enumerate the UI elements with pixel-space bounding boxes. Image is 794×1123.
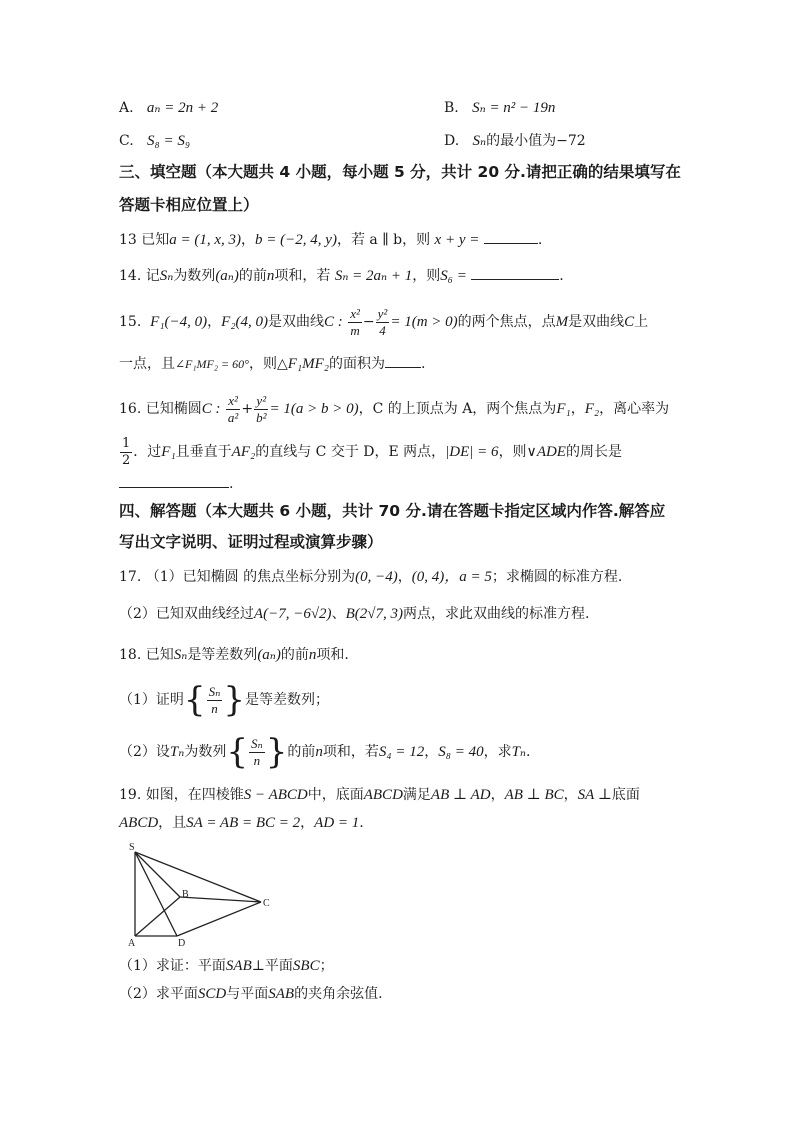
q17-point-b: B(2√7, 3) <box>345 606 403 622</box>
q15-C2: C <box>624 314 635 330</box>
section3-heading-line1: 三、填空题（本大题共 4 小题，每小题 5 分，共计 20 分.请把正确的结果填写在 <box>119 163 681 181</box>
q17-p1: 17. （1）已知椭圆 的焦点坐标分别为 <box>119 569 356 585</box>
q16-frac-y <box>254 393 268 426</box>
option-a-label: A. <box>119 100 134 116</box>
q18-sn: Sₙ <box>173 647 188 663</box>
q15-frac-y <box>376 306 390 339</box>
q16-frac-x <box>226 393 240 426</box>
q18-end: 项和. <box>316 647 349 663</box>
label-s: S <box>129 842 135 853</box>
q19-scd: SCD <box>197 986 227 1002</box>
q18-frac-1 <box>207 684 223 717</box>
q16-rest2: ，离心率为 <box>599 401 670 417</box>
q15-line2c: 的面积为 <box>328 356 385 372</box>
q19-cond2: AB ⊥ BC <box>504 787 564 803</box>
q18-n: n <box>308 647 317 663</box>
q16-f1: F₁ <box>556 401 571 417</box>
edge-sb <box>135 852 180 897</box>
q17-point-a: A(−7, −6√2) <box>253 606 332 622</box>
q18-p1end: 是等差数列； <box>244 692 329 708</box>
option-b-label: B. <box>444 100 459 116</box>
edge-sc <box>135 852 261 902</box>
q15-four: 4 <box>379 322 386 338</box>
right-brace-icon: } <box>265 732 288 772</box>
q16-c: C : <box>201 401 221 417</box>
q18-s8: S₈ = 40 <box>438 744 484 760</box>
left-brace-icon: { <box>183 680 206 720</box>
question-19-part2 <box>119 984 383 1004</box>
q16-F1: F₁ <box>161 444 176 460</box>
q16-x2: x² <box>226 393 240 410</box>
q15-angle: ∠F₁MF₂ = 60° <box>175 357 249 371</box>
q15-rest2: 是双曲线 <box>568 314 625 330</box>
question-18-part1 <box>119 680 329 720</box>
q14-mid3: 项和，若 <box>274 268 331 284</box>
q14-n: n <box>266 268 275 284</box>
label-c: C <box>263 898 270 909</box>
q16-line2b: 且垂直于 <box>175 444 232 460</box>
q18-p2: （2）设 <box>119 744 170 760</box>
q18-frac2-den: n <box>253 752 261 768</box>
question-15-line1: 15. F₁(−4, 0)，F₂(4, 0)是双曲线C : $\frac{\text{x²}}{m}$ − $\frac{\text{y²}}{4}$ = 1(m > 0)的两个焦点，点M是双曲线C上 <box>119 305 649 338</box>
pyramid-figure <box>125 840 275 950</box>
q19-line1: 19. 如图，在四棱锥 <box>119 787 244 803</box>
q14-mid: 为数列 <box>173 268 216 284</box>
q19-line1b: 中，底面 <box>307 787 364 803</box>
section4-heading-line2: 写出文字说明、证明过程或演算步骤） <box>119 533 383 551</box>
section4-heading-line1: 四、解答题（本大题共 6 小题，共计 70 分.请在答题卡指定区域内作答.解答应 <box>119 502 666 520</box>
edge-dc <box>177 902 261 936</box>
q13-answer-blank[interactable] <box>484 229 538 244</box>
q14-mid2: 的前 <box>238 268 267 284</box>
question-16-line3 <box>119 473 233 494</box>
question-16-line2 <box>119 435 622 469</box>
q17-sep: ， <box>397 569 412 585</box>
q19-cond3: SA ⊥ <box>577 787 612 803</box>
q17-a: ，a = 5 <box>444 569 492 585</box>
q17-p2: （2）已知双曲线经过 <box>119 606 254 622</box>
q15-rest3: 上 <box>634 314 649 330</box>
q18-line: 18. 已知 <box>119 647 174 663</box>
q15-M: M <box>555 314 569 330</box>
option-d-sym: Sₙ <box>472 133 487 149</box>
q16-de: |DE| = 6 <box>445 444 499 460</box>
q19-cond1: AB ⊥ AD <box>430 787 491 803</box>
q19-perp: ⊥ <box>251 958 265 974</box>
q16-end: . <box>229 476 234 492</box>
q16-y2: y² <box>254 393 268 410</box>
q19-p1end: ； <box>319 958 334 974</box>
q16-half <box>120 436 132 469</box>
q16-af2: AF₂ <box>231 444 256 460</box>
edge-ab <box>135 897 180 936</box>
q13-vector-b: b = (−2, 4, y) <box>255 232 337 248</box>
q19-p1: （1）求证：平面 <box>119 958 226 974</box>
q13-prefix: 13 已知 <box>119 232 170 248</box>
question-18 <box>119 645 349 665</box>
question-15-line2 <box>119 353 425 374</box>
q16-line2d: ，则∨ <box>498 444 537 460</box>
q18-p2mid: 为数列 <box>184 744 227 760</box>
q15-line2b: ，则△ <box>248 356 288 372</box>
option-b-text: Sₙ = n² − 19n <box>472 100 556 116</box>
question-19-line1: 19. 如图，在四棱锥S − ABCD中，底面ABCD满足AB ⊥ AD，AB ⊥ BC，SA ⊥底面 <box>119 787 640 803</box>
option-d <box>444 131 586 151</box>
q15-c: C : <box>324 314 343 330</box>
q19-line2a: ABCD <box>119 815 159 831</box>
q15-triangle: F₁MF₂ <box>287 356 329 372</box>
q13-condition: ，若 a ∥ b，则 <box>336 232 431 248</box>
q18-frac2-num: Sₙ <box>250 735 263 751</box>
q18-seq: (aₙ) <box>257 647 281 663</box>
question-17-part2 <box>119 604 589 624</box>
q15-rest: 的两个焦点，点 <box>457 314 556 330</box>
q16-line2c: 的直线与 C 交于 D，E 两点， <box>255 444 446 460</box>
left-brace-icon: { <box>226 732 248 772</box>
q16-a2: a² <box>227 409 239 425</box>
q13-expr: x + y = <box>434 232 480 248</box>
q15-prefix: 15. <box>119 314 142 330</box>
question-14 <box>119 265 564 286</box>
q15-answer-blank[interactable] <box>385 353 421 368</box>
q19-line2b: ，且 <box>158 815 187 831</box>
q16-comma: ， <box>570 401 585 417</box>
q18-p2end: . <box>526 744 531 760</box>
q14-sn: Sₙ <box>159 268 174 284</box>
option-c-label: C. <box>119 133 134 149</box>
q15-y2: y² <box>377 305 388 321</box>
option-d-text: 的最小值为−72 <box>486 133 586 149</box>
q15-x2: x² <box>350 305 360 321</box>
q15-m: m <box>350 322 360 338</box>
q14-seq: (aₙ) <box>215 268 239 284</box>
q16-answer-blank[interactable] <box>119 473 229 488</box>
q16-half-num: 1 <box>122 435 131 451</box>
q13-vector-a: a = (1, x, 3) <box>169 232 242 248</box>
q18-tn2: Tₙ <box>511 744 527 760</box>
q17-p1end: ；求椭圆的标准方程. <box>491 569 623 585</box>
q18-p2mid4: ，求 <box>483 744 512 760</box>
option-d-label: D. <box>444 133 460 149</box>
edge-sd <box>135 852 177 936</box>
q18-frac-num: Sₙ <box>208 683 221 699</box>
q14-equation: Sₙ = 2aₙ + 1 <box>334 268 413 284</box>
q19-sbc: SBC <box>292 958 320 974</box>
q18-frac-2 <box>249 736 265 769</box>
q19-line1c: 满足 <box>402 787 431 803</box>
q18-p1: （1）证明 <box>119 692 184 708</box>
section3-heading-line2: 答题卡相应位置上） <box>119 196 259 214</box>
q17-pt1: (0, −4) <box>355 569 398 585</box>
option-c-text: S₈ = S₉ <box>147 133 191 149</box>
q14-end: . <box>559 268 564 284</box>
q14-prefix: 14. 记 <box>119 268 160 284</box>
q16-b2: b² <box>256 409 267 425</box>
q19-eq2: AD = 1 <box>314 815 360 831</box>
q16-line2e: 的周长是 <box>565 444 622 460</box>
q14-s6: S₆ = <box>440 268 467 284</box>
q19-sab: SAB <box>225 958 252 974</box>
question-18-part2 <box>119 732 530 772</box>
q17-p2end: 两点，求此双曲线的标准方程. <box>402 606 590 622</box>
label-a: A <box>128 938 136 949</box>
q14-answer-blank[interactable] <box>471 265 559 280</box>
option-c <box>119 131 190 151</box>
q16-eqrest: = 1(a > b > 0) <box>269 401 359 417</box>
q19-pyramid: S − ABCD <box>243 787 308 803</box>
q13-end: . <box>537 232 543 248</box>
q19-base: ABCD <box>363 787 403 803</box>
q19-p2: （2）求平面 <box>119 986 198 1002</box>
q15-mid: 是双曲线 <box>268 314 325 330</box>
q15-end: . <box>420 356 426 372</box>
q19-p2b: 与平面 <box>226 986 269 1002</box>
q17-sep2: 、 <box>331 606 346 622</box>
q19-eq1: SA = AB = BC = 2 <box>186 815 301 831</box>
q18-p2n: n <box>315 744 323 760</box>
option-a <box>119 98 218 118</box>
right-brace-icon: } <box>223 680 245 720</box>
q16-half-den: 2 <box>122 452 131 468</box>
q15-frac-x <box>348 306 362 339</box>
q18-s4: S₄ = 12 <box>378 744 425 760</box>
q18-mid: 是等差数列 <box>187 647 258 663</box>
q16-prefix: 16. 已知椭圆 <box>119 401 202 417</box>
q17-pt2: (0, 4) <box>411 569 445 585</box>
label-d: D <box>178 938 186 949</box>
question-13: 13 已知a = (1, x, 3)，b = (−2, 4, y)，若 a ∥ b，则 x + y = . <box>119 229 542 250</box>
question-19-line2: ABCD，且SA = AB = BC = 2，AD = 1. <box>119 815 364 831</box>
q15-f1: F₁(−4, 0) <box>150 314 208 330</box>
q18-p2mid3: 项和，若 <box>322 744 379 760</box>
q19-p1b: 平面 <box>264 958 293 974</box>
q19-sab2: SAB <box>268 986 295 1002</box>
q19-end: . <box>359 815 364 831</box>
q14-mid4: ，则 <box>412 268 441 284</box>
q19-p2end: 的夹角余弦值. <box>294 986 383 1002</box>
q16-ade: ADE <box>536 444 566 460</box>
q16-f2: F₂ <box>584 401 600 417</box>
label-b: B <box>182 889 189 900</box>
q15-eqrest: = 1(m > 0) <box>390 314 458 330</box>
question-16-line1: 16. 已知椭圆C : $\frac{\text{x²}}{\text{a²}}$ + $\frac{\text{y²}}{\text{b²}}$ = 1(a > b > 0)，C 的上顶点为 A，两个焦点为F₁，F₂，离心率为 <box>119 392 670 425</box>
q19-line1d: 底面 <box>611 787 640 803</box>
q18-comma: ， <box>424 744 439 760</box>
option-b <box>444 98 555 118</box>
q18-frac-den: n <box>211 700 218 716</box>
q18-mid2: 的前 <box>280 647 309 663</box>
question-19-part1 <box>119 956 334 976</box>
q15-line2a: 一点，且 <box>119 356 175 372</box>
q18-p2mid2: 的前 <box>287 744 316 760</box>
q15-f2: F₂(4, 0) <box>221 314 269 330</box>
question-17-part1 <box>119 567 622 587</box>
q16-line2a: ．过 <box>133 444 162 460</box>
q16-rest: ，C 的上顶点为 A，两个焦点为 <box>358 401 557 417</box>
option-a-text: aₙ = 2n + 2 <box>146 100 219 116</box>
q18-tn: Tₙ <box>169 744 185 760</box>
